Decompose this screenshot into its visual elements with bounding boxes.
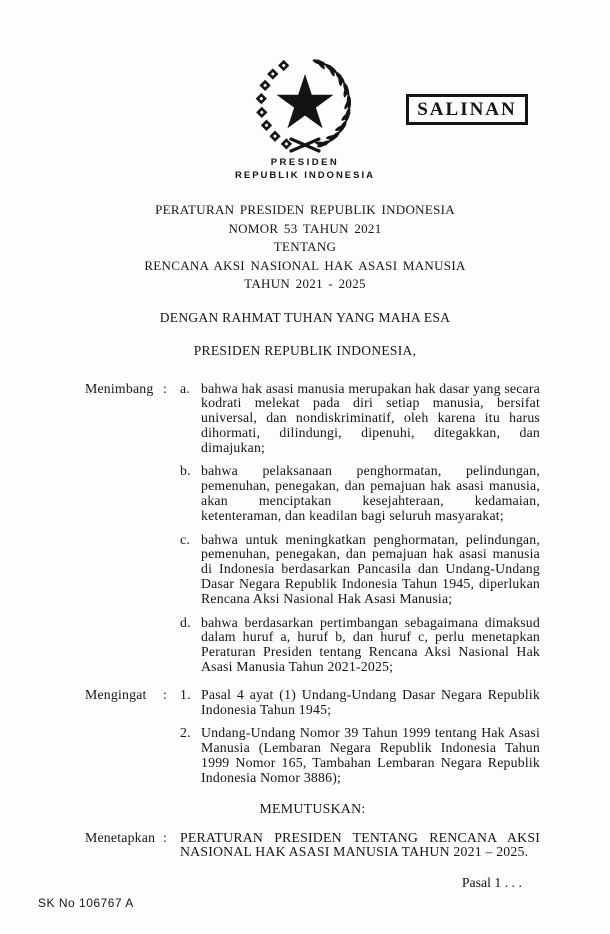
mengingat-colon: : [163,686,168,702]
menimbang-colon: : [163,380,168,396]
section-mengingat [85,688,540,786]
menimbang-item-a [180,382,540,456]
mengingat-item-1 [180,688,540,718]
salinan-badge [406,94,528,125]
letterhead [0,0,610,181]
issuer-line: PRESIDEN REPUBLIK INDONESIA, [193,342,417,358]
item-marker: 2. [180,725,191,741]
item-text: Pasal 4 ayat (1) Undang-Undang Dasar Negara Republik Indonesia Tahun 1945; [201,686,540,717]
menimbang-item-b [180,464,540,523]
mengingat-item-2 [180,726,540,785]
menetapkan-label: Menetapkan [85,829,156,845]
menimbang-item-c [180,533,540,607]
title-line-1: PERATURAN PRESIDEN REPUBLIK INDONESIA [155,202,455,217]
section-menimbang [85,382,540,675]
mengingat-label: Mengingat [85,686,147,702]
letterhead-republik-indonesia: REPUBLIK INDONESIA [235,170,375,181]
letterhead-presiden: PRESIDEN [270,157,340,168]
title-line-2: NOMOR 53 TAHUN 2021 [228,220,382,236]
item-text: bahwa hak asasi manusia merupakan hak dasar yang secara kodrati melekat pada diri setiap manusia, bersifat universal, dan nondiskriminatif, oleh karena itu harus dihormati, dilindungi, dipenuhi, ditegakkan, dan dimajukan; [201,380,540,455]
item-text: bahwa berdasarkan pertimbangan sebagaimana dimaksud dalam huruf a, huruf b, dan huruf c, perlu menetapkan Peraturan Presiden tentang Rencana Aksi Nasional Hak Asasi Manusia Tahun 2021-2025; [201,614,540,675]
item-marker: d. [180,614,191,630]
title-line-3: TENTANG [273,239,337,254]
title-line-5: TAHUN 2021 - 2025 [244,276,366,291]
memutuskan-heading: MEMUTUSKAN: [259,800,366,816]
page-continuation-marker: Pasal 1 . . . [461,875,522,891]
salinan-label: SALINAN [417,98,517,120]
menetapkan-text: PERATURAN PRESIDEN TENTANG RENCANA AKSI NASIONAL HAK ASASI MANUSIA TAHUN 2021 – 2025. [180,829,540,860]
item-marker: 1. [180,686,191,702]
section-menetapkan [85,831,540,861]
item-marker: b. [180,463,191,479]
item-text: bahwa pelaksanaan penghormatan, pelindungan, pemenuhan, penegakan, dan pemajuan hak asasi manusia, akan menciptakan kesejahteraan, kedamaian, ketenteraman, dan keadilan bagi seluruh masyarakat; [201,463,540,523]
regulation-title [0,201,610,294]
item-marker: a. [180,380,190,396]
menetapkan-colon: : [163,829,168,845]
item-text: bahwa untuk meningkatkan penghormatan, pelindungan, pemenuhan, penegakan, dan pemajuan hak asasi manusia di Indonesia berdasarkan Pancasila dan Undang-Undang Dasar Negara Republik Indonesia Tahun 1945, diperlukan Rencana Aksi Nasional Hak Asasi Manusia; [201,531,540,606]
menimbang-item-d [180,616,540,675]
invocation-line: DENGAN RAHMAT TUHAN YANG MAHA ESA [159,309,451,325]
title-line-4: RENCANA AKSI NASIONAL HAK ASASI MANUSIA [144,257,466,273]
menimbang-label: Menimbang [85,380,154,396]
item-marker: c. [180,531,190,547]
sk-number: SK No 106767 A [38,896,134,910]
item-text: Undang-Undang Nomor 39 Tahun 1999 tentang Hak Asasi Manusia (Lembaran Negara Republik Indonesia Tahun 1999 Nomor 165, Tambahan Lembaran Negara Republik Indonesia Nomor 3886); [201,725,540,785]
